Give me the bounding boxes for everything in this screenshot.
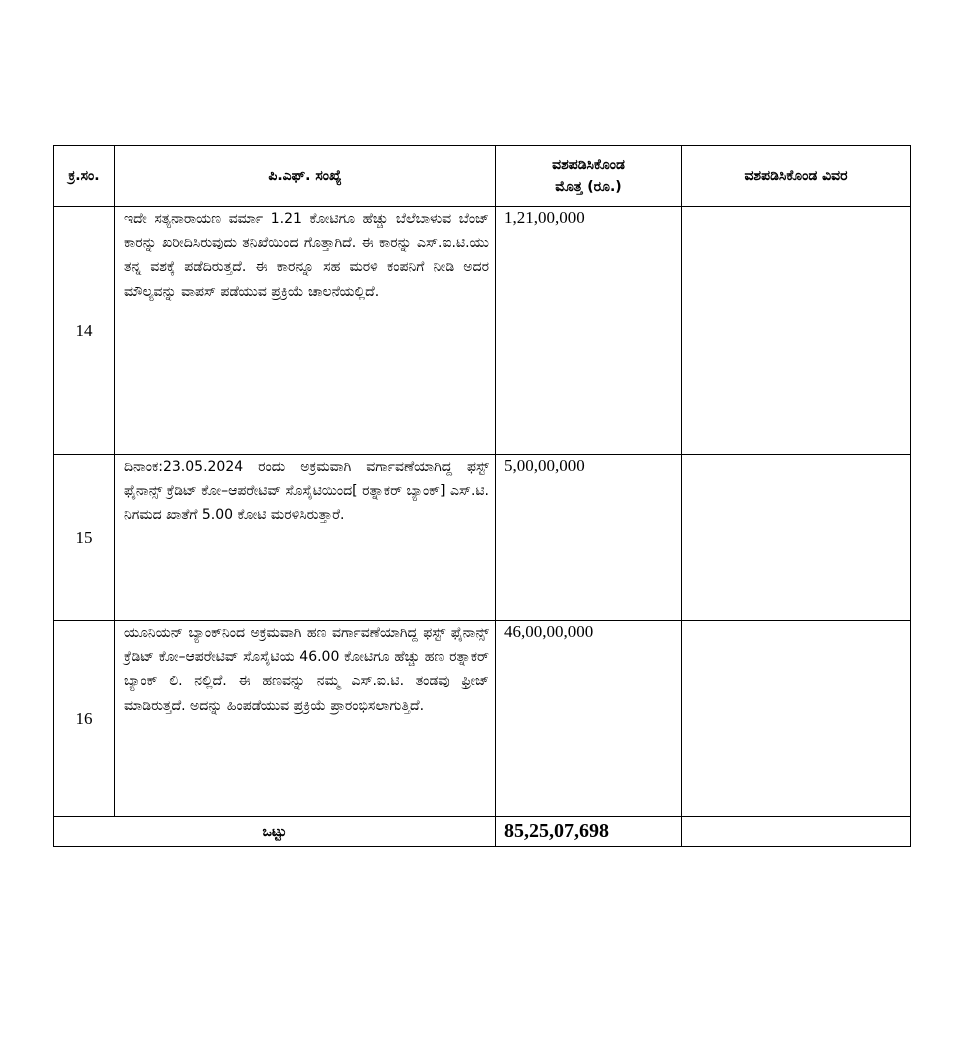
row-serial: 15 bbox=[54, 455, 115, 621]
row-details bbox=[682, 207, 911, 455]
total-amount: 85,25,07,698 bbox=[496, 817, 682, 847]
header-amount-line2: ಮೊತ್ತ (ರೂ.) bbox=[555, 179, 622, 195]
row-amount: 5,00,00,000 bbox=[496, 455, 682, 621]
row-description: ದಿನಾಂಕ:23.05.2024 ರಂದು ಅಕ್ರಮವಾಗಿ ವರ್ಗಾವಣೆಯಾಗಿದ್ದ ಫಸ್ಟ್ ಫೈನಾನ್ಸ್ ಕ್ರೆಡಿಟ್ ಕೋ–ಆಪರೇಟಿವ್ ಸೊಸೈಟಿಯಿಂದ[ ರತ್ನಾಕರ್ ಬ್ಯಾಂಕ್] ಎಸ್.ಟಿ. ನಿಗಮದ ಖಾತೆಗೆ 5.00 ಕೋಟಿ ಮರಳಿಸಿರುತ್ತಾರೆ. bbox=[124, 459, 489, 524]
row-description: ಇದೇ ಸತ್ಯನಾರಾಯಣ ವರ್ಮಾ 1.21 ಕೋಟಿಗೂ ಹೆಚ್ಚು ಬೆಲೆಬಾಳುವ ಬೆಂಜ್ ಕಾರನ್ನು ಖರೀದಿಸಿರುವುದು ತನಿಖೆಯಿಂದ ಗೊತ್ತಾಗಿದೆ. ಈ ಕಾರನ್ನು ಎಸ್.ಐ.ಟಿ.ಯು ತನ್ನ ವಶಕ್ಕೆ ಪಡೆದಿರುತ್ತದೆ. ಈ ಕಾರನ್ನೂ ಸಹ ಮರಳಿ ಕಂಪನಿಗೆ ನೀಡಿ ಅದರ ಮೌಲ್ಯವನ್ನು ವಾಪಸ್ ಪಡೆಯುವ ಪ್ರಕ್ರಿಯೆ ಚಾಲನೆಯಲ್ಲಿದೆ. bbox=[124, 211, 489, 300]
table-header-row bbox=[54, 146, 911, 207]
table-row bbox=[54, 621, 911, 817]
total-row bbox=[54, 817, 911, 847]
header-serial: ಕ್ರ.ಸಂ. bbox=[54, 146, 115, 207]
table-row bbox=[54, 207, 911, 455]
header-details: ವಶಪಡಿಸಿಕೊಂಡ ವಿವರ bbox=[682, 146, 911, 207]
row-description-cell bbox=[115, 207, 496, 455]
row-amount: 46,00,00,000 bbox=[496, 621, 682, 817]
row-description-cell bbox=[115, 621, 496, 817]
table-row bbox=[54, 455, 911, 621]
total-label: ಒಟ್ಟು bbox=[54, 817, 496, 847]
row-serial: 16 bbox=[54, 621, 115, 817]
row-description-cell bbox=[115, 455, 496, 621]
seizure-table bbox=[53, 145, 911, 847]
header-amount bbox=[496, 146, 682, 207]
header-amount-line1: ವಶಪಡಿಸಿಕೊಂಡ bbox=[552, 157, 625, 173]
header-pf-number: ಪಿ.ಎಫ್. ಸಂಖ್ಯೆ bbox=[115, 146, 496, 207]
row-details bbox=[682, 455, 911, 621]
total-details bbox=[682, 817, 911, 847]
row-description: ಯೂನಿಯನ್ ಬ್ಯಾಂಕ್‌ನಿಂದ ಅಕ್ರಮವಾಗಿ ಹಣ ವರ್ಗಾವಣೆಯಾಗಿದ್ದ ಫಸ್ಟ್ ಫೈನಾನ್ಸ್ ಕ್ರೆಡಿಟ್ ಕೋ–ಆಪರೇಟಿವ್ ಸೊಸೈಟಿಯ 46.00 ಕೋಟಿಗೂ ಹೆಚ್ಚು ಹಣ ರತ್ನಾಕರ್ ಬ್ಯಾಂಕ್ ಲಿ. ನಲ್ಲಿದೆ. ಈ ಹಣವನ್ನು ನಮ್ಮ ಎಸ್.ಐ.ಟಿ. ತಂಡವು ಫ್ರೀಜ್ ಮಾಡಿರುತ್ತದೆ. ಅದನ್ನು ಹಿಂಪಡೆಯುವ ಪ್ರಕ್ರಿಯೆ ಪ್ರಾರಂಭಿಸಲಾಗುತ್ತಿದೆ. bbox=[124, 625, 489, 714]
row-details bbox=[682, 621, 911, 817]
row-amount: 1,21,00,000 bbox=[496, 207, 682, 455]
row-serial: 14 bbox=[54, 207, 115, 455]
